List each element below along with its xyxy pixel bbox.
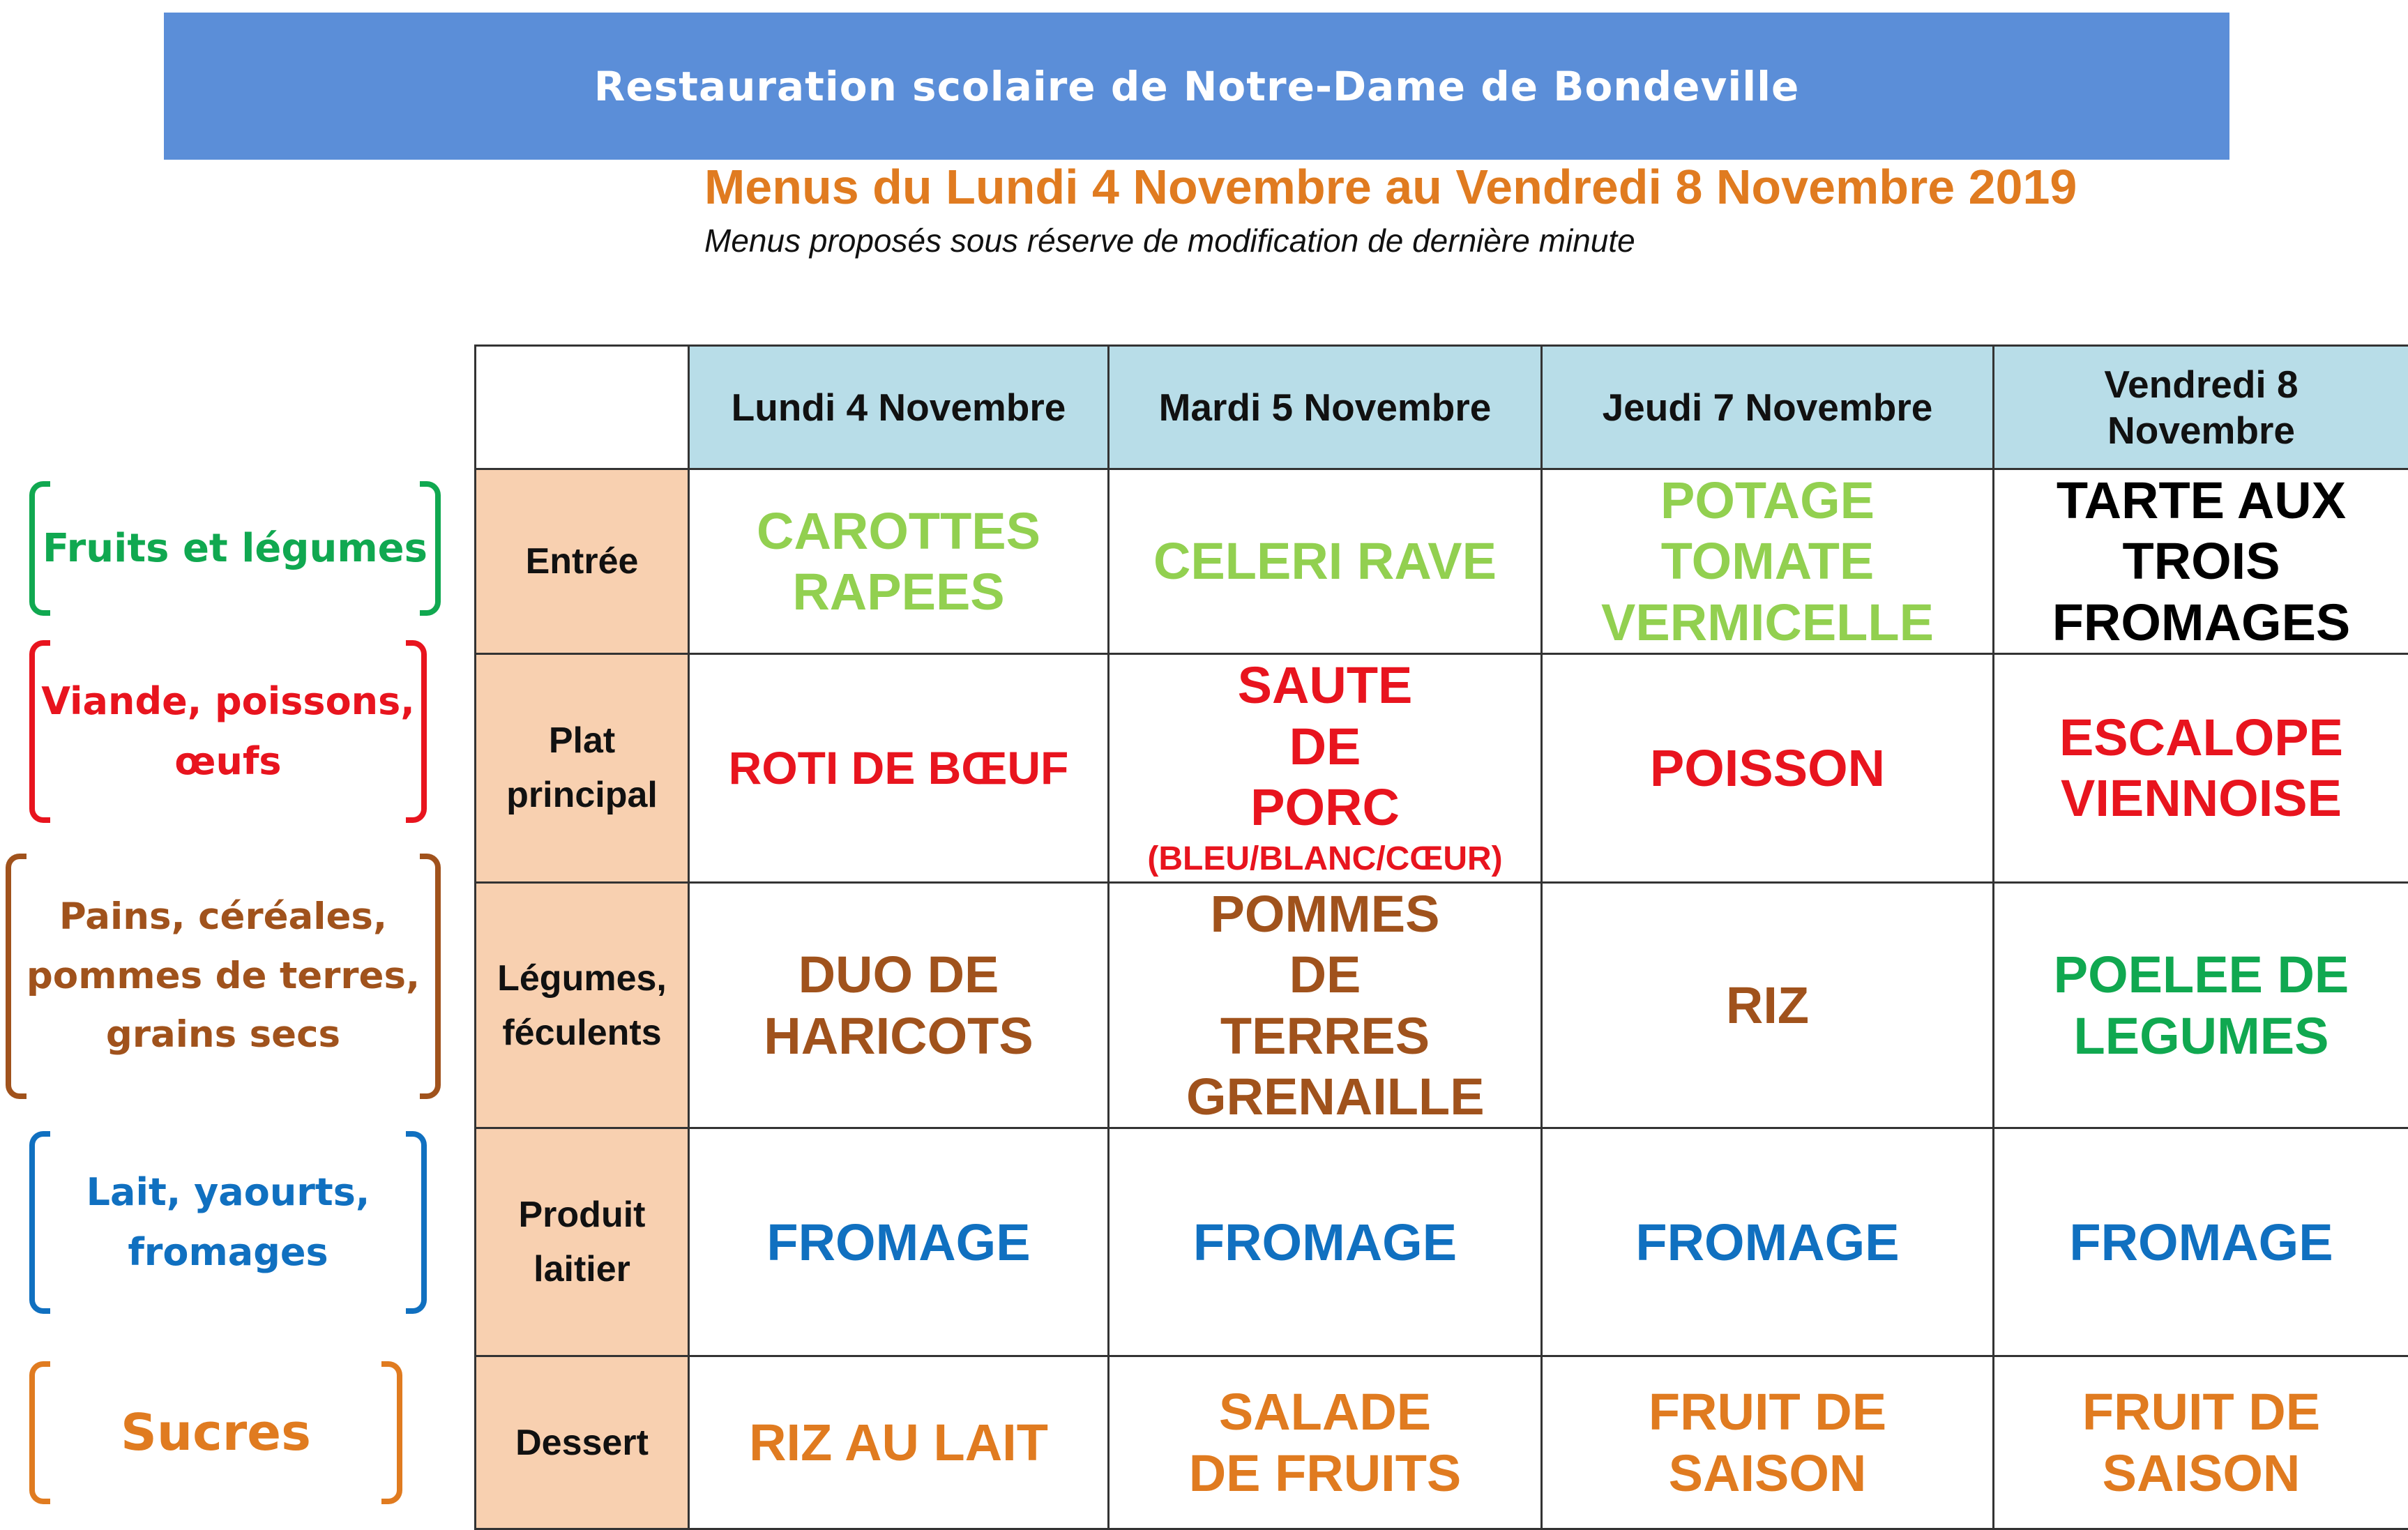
legend-feculents <box>6 854 441 1099</box>
table-row <box>476 882 2408 1128</box>
menu-cell: FROMAGE <box>1109 1128 1542 1356</box>
menu-cell: CELERI RAVE <box>1109 469 1542 654</box>
menu-cell: POTAGE TOMATE VERMICELLE <box>1542 469 1994 654</box>
menu-cell: FROMAGE <box>689 1128 1109 1356</box>
day-header: Mardi 5 Novembre <box>1109 346 1542 469</box>
dish-name: SAUTE DE PORC <box>1116 655 1534 838</box>
menu-cell: RIZ <box>1542 882 1994 1128</box>
menu-cell: FROMAGE <box>1994 1128 2408 1356</box>
table-row <box>476 653 2408 882</box>
menu-cell: TARTE AUX TROIS FROMAGES <box>1994 469 2408 654</box>
table-header-row <box>476 346 2408 469</box>
legend-laitier <box>29 1131 427 1314</box>
menus-subtitle: Menus proposés sous réserve de modification de dernière minute <box>704 222 1635 259</box>
legend-line: Pains, céréales, <box>59 888 387 947</box>
legend-line: grains secs <box>106 1006 340 1065</box>
row-label: Dessert <box>476 1356 689 1529</box>
table-row <box>476 1128 2408 1356</box>
menu-cell: FRUIT DE SAISON <box>1994 1356 2408 1529</box>
legend-viande <box>29 640 427 823</box>
row-label: Produit laitier <box>476 1128 689 1356</box>
legend-line: Fruits et légumes <box>43 517 427 580</box>
day-header: Lundi 4 Novembre <box>689 346 1109 469</box>
legend-fruits-legumes <box>29 481 441 616</box>
menus-title: Menus du Lundi 4 Novembre au Vendredi 8 Novembre 2019 <box>704 159 2077 215</box>
legend-sucres <box>29 1361 402 1504</box>
day-header: Vendredi 8 Novembre <box>1994 346 2408 469</box>
day-header: Jeudi 7 Novembre <box>1542 346 1994 469</box>
row-label: Légumes, féculents <box>476 882 689 1128</box>
legend-line: Viande, poissons, <box>41 672 415 732</box>
title-banner <box>164 13 2229 160</box>
menu-cell: CAROTTES RAPEES <box>689 469 1109 654</box>
menu-cell: ESCALOPE VIENNOISE <box>1994 653 2408 882</box>
legend-line: Sucres <box>121 1393 311 1473</box>
menu-cell: FRUIT DE SAISON <box>1542 1356 1994 1529</box>
menu-cell: POELEE DE LEGUMES <box>1994 882 2408 1128</box>
menu-cell: RIZ AU LAIT <box>689 1356 1109 1529</box>
menu-cell: FROMAGE <box>1542 1128 1994 1356</box>
menu-cell: POISSON <box>1542 653 1994 882</box>
corner-cell <box>476 346 689 469</box>
menu-cell: POMMES DE TERRES GRENAILLE <box>1109 882 1542 1128</box>
menu-cell: DUO DE HARICOTS <box>689 882 1109 1128</box>
banner-title: Restauration scolaire de Notre-Dame de Bondeville <box>594 63 1800 110</box>
row-label: Entrée <box>476 469 689 654</box>
row-label: Plat principal <box>476 653 689 882</box>
legend-line: fromages <box>128 1222 328 1282</box>
dish-note: (BLEU/BLANC/CŒUR) <box>1116 838 1534 881</box>
menu-cell <box>1109 653 1542 882</box>
menu-cell: SALADE DE FRUITS <box>1109 1356 1542 1529</box>
table-row <box>476 1356 2408 1529</box>
legend-line: pommes de terres, <box>26 947 420 1006</box>
menu-table <box>474 344 2408 1530</box>
legend-line: Lait, yaourts, <box>86 1162 370 1222</box>
menu-cell: ROTI DE BŒUF <box>689 653 1109 882</box>
table-row <box>476 469 2408 654</box>
legend-line: œufs <box>174 732 281 791</box>
